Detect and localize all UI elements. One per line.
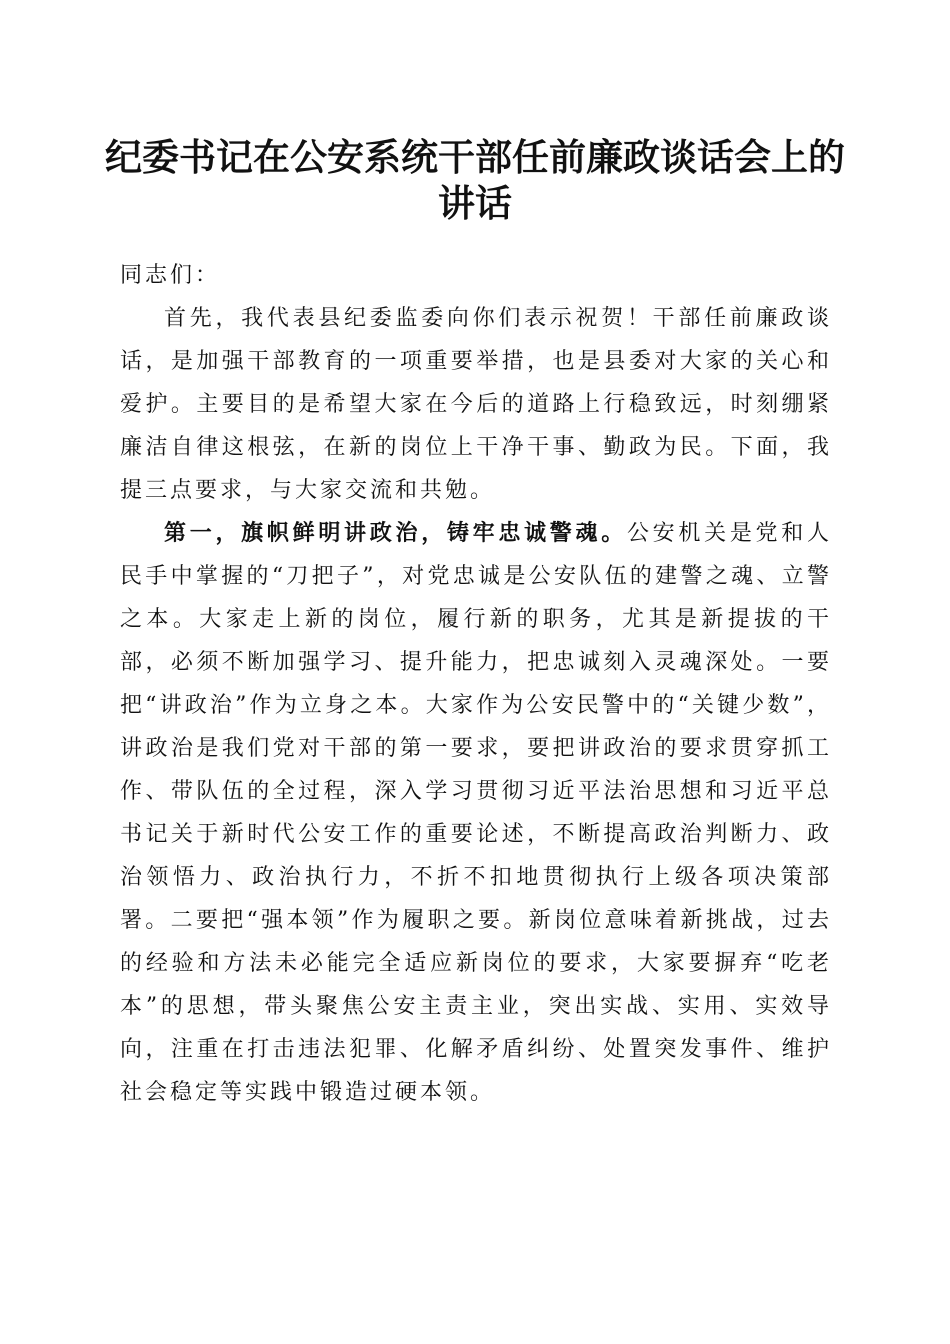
- document-body: [120, 254, 832, 1114]
- paragraph-section-1: [120, 512, 832, 1114]
- salutation: 同志们：: [120, 263, 221, 288]
- paragraph-intro: 首先，我代表县纪委监委向你们表示祝贺！干部任前廉政谈话，是加强干部教育的一项重要举措，也是县委对大家的关心和爱护。主要目的是希望大家在今后的道路上行稳致远，时刻绷紧廉洁自律这根弦，在新的岗位上干净干事、勤政为民。下面，我提三点要求，与大家交流和共勉。: [120, 306, 832, 503]
- section-1-heading: 第一，旗帜鲜明讲政治，铸牢忠诚警魂。: [164, 520, 627, 546]
- document-title: 纪委书记在公安系统干部任前廉政谈话会上的讲话: [105, 135, 845, 225]
- section-1-body: 公安机关是党和人民手中掌握的“刀把子”，对党忠诚是公安队伍的建警之魂、立警之本。大家走上新的岗位，履行新的职务，尤其是新提拔的干部，必须不断加强学习、提升能力，把忠诚刻入灵魂深处。一要把“讲政治”作为立身之本。大家作为公安民警中的“关键少数”，讲政治是我们党对干部的第一要求，要把讲政治的要求贯穿抓工作、带队伍的全过程，深入学习贯彻习近平法治思想和习近平总书记关于新时代公安工作的重要论述，不断提高政治判断力、政治领悟力、政治执行力，不折不扣地贯彻执行上级各项决策部署。二要把“强本领”作为履职之要。新岗位意味着新挑战，过去的经验和方法未必能完全适应新岗位的要求，大家要摒弃“吃老本”的思想，带头聚焦公安主责主业，突出实战、实用、实效导向，注重在打击违法犯罪、化解矛盾纠纷、处置突发事件、维护社会稳定等实践中锻造过硬本领。: [120, 521, 832, 1105]
